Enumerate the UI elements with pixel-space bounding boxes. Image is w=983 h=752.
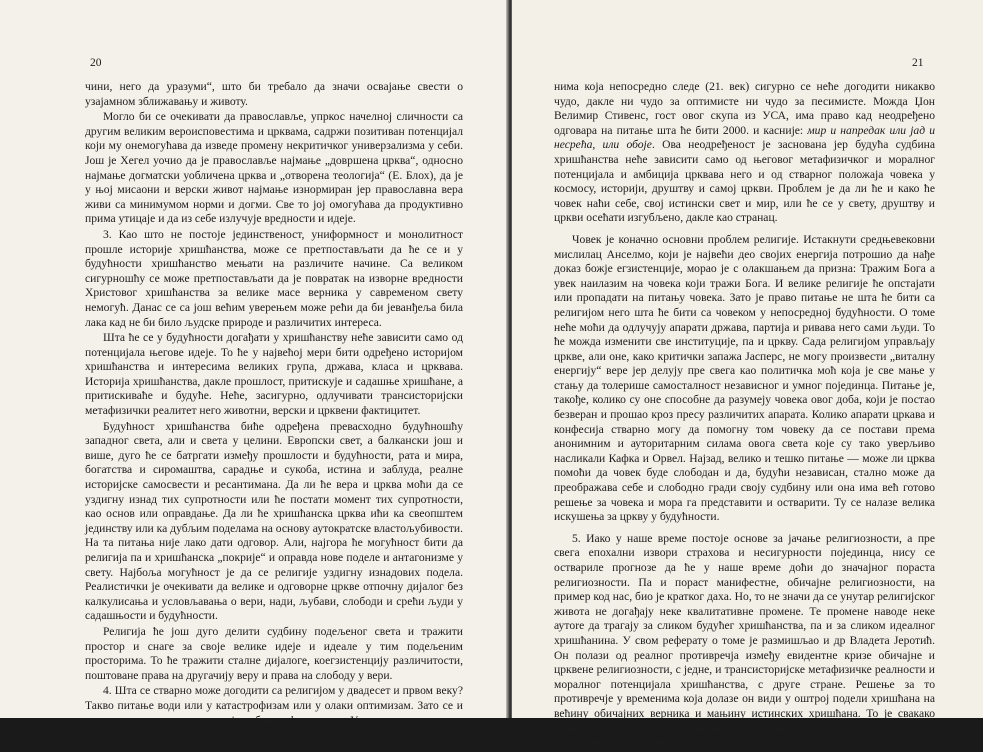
paragraph: чини, него да уразуми“, што би требало да значи освајање свести о узајамном зближавању и животу. [85,80,463,108]
paragraph: Човек је коначно основни проблем религије. Истакнути средњевековни мислилац Анселмо, који је највећи део својих енергија потрошио да нађе доказ божје егзистенције, морао је с олакшањем да призна: Тражим Бога а увек наилазим на човека који тражи Бога. И велике религије ће опстајати или пропадати на питању човека. Зато је право питање не шта ће бити са религијом него шта ће бити са човеком у непосредној будућности. О томе неће моћи да одлучују апарати држава, партија и ривава него сами људи. То ће можда изменити све институције, па и цркву. Сада религијом управљају цркве, али оне, како критички запажа Јаспeрс, не могу произвести „виталну енергију“ вере јер делују пре свега као политичка моћ која је све мање у стању да толерише самосталност независног и умног појединца. Питање је, такође, колико су оне способне да разумеју човека овог доба, који је постао безверан и прошао кроз пресу различитих апарата. Колико апарати цркава и конфесија стварно могу да помогну том човеку да се постави према анонимним и ауторитарним силама овога света које су тако уверљиво насликали Кафка и Орвел. Најзад, велико и тешко питање — може ли црква помоћи да човек буде слободан и да, будући независан, стално може да преображава себе и слободно гради своју судбину или она има већ готово решење за човека и мора га представити и остварити. Ту се налазе велика искушења за цркву у будућности. [554,232,935,524]
left-page-text [85,80,463,729]
paragraph: 5. Иако у наше време постоје основе за јачање религиозности, а пре свега епохални извори страхова и несигурности појединца, нису се оствариле прогнозе да ће у наше време доћи до значајног пораста религиозности. Па и пораст манифестне, обичајне религиозности, на пример код нас, био је кратког даха. Но, то не значи да се унутар религијског живота не догађају неке квалитативне промене. Те промене наводе неке аутore да трагају за сликом будућег хришћанства, па и за сликом идеалног хришћанина. У свом реферату о томе је размишљао и др Владета Јеротић. Он полази од реалног противречја између евидентне кризе обичајне и црквене религиозности, с једне, и трансисторијске метафизичке реалности и моралног потенцијала хришћанства, с друге стране. Решење за то противречје у временима која долазе он види у оштрој подели хришћана на већину обичајних верника и мањину истинских хришћана. То је свакако занимљива идеја иако наводи на многа питања: шта су ти ретки истински хришћани, ком типу верника из прошлости највише сличе, [554,531,935,750]
paragraph: Могло би се очекивати да православље, упркос начелној сличности са другим великим вероисповестима и црквама, садржи позитиван потенцијал који му онемогућава да изведе промену некритичког универзализма у себи. Још је Хегел уочио да је православље најмање „довршена црква“, односно најмање догматски уобличена црква и „отворена теологија“ (Е. Блох), да је у њој мисаони и верски живот најмање изнормиран јер православна вера живи са минимумом норми и догми. Све то јој омогућава да продуктивно прима утицаје и да из себе излучује вредности и идеје. [85,110,463,226]
right-page-text [554,80,935,752]
paragraph: Будућност хришћанства биће одређена превасходно будућношћу западног света, али и света у целини. Европски свет, а балкански још и више, дуго ће се батргати између прошлости и будућности, рата и мира, богатства и сиромаштва, сарадње и сукоба, истина и заблуда, реалне историјске самосвести и ресантимана. Да ли ће вера и црква моћи да се уздигну изнад тих супротности или ће постати момент тих супротности, као основ или оправдање. Да ли ће хришћанска црква ићи ка свеопштем јединству или ка дубљим поделама на основу аутократске властољубивости. На та питања није лако дати одговор. Али, најгора ће могућност бити да религија па и хришћанска „покрије“ и оправда нове поделе и антагонизме у свету. Најбоља могућност је да се религије уздигну изнадових подела. Реалистички је очекивати да велике и одговорне цркве отпочну дијалог без калкулисања и условљавања о вери, нади, љубави, слободи и срећи људи у садашњости и будућности. [85,419,463,623]
paragraph: 4. Шта се стварно може догодити са религијом у двадесет и првом веку? Такво питање води или у катастрофизам или у олаки оптимизам. Зато се и само питање и одговори морају дубље рефлектовати. У време- [85,684,463,727]
page-number-left: 20 [90,57,102,69]
right-page [512,0,983,750]
paragraph: Религија ће још дуго делити судбину подељеног света и тражити простор и снаге за своје велике идеје и идеале у тим подељеним просторима. То ће тражити сталне дијалоге, коегзистенцију различитости, поштоване права на другачију веру и права на слободу у вери. [85,624,463,682]
paragraph: 3. Као што не постоје јединственост, униформност и монолитност прошле историје хришћанства, може се претпостављати да ће се и у будућности хришћанство мењати на различите начине. Са великом сигурношћу се може претпостављати да је повратак на изворне вредности Христовог хришћанства за велике масе верника у савременом свету немогућ. Данас се са још већим уверењем може рећи да би јеванђеља била лака кад не би било људске природе и различитих интереса. [85,227,463,329]
left-page [0,0,508,727]
paragraph: Шта ће се у будућности догађати у хришћанству неће зависити само од потенцијала његове идеје. То ће у највећој мери бити одређено историјом хришћанства и интересима великих група, држава, класа и црквава. Историја хришћанства, дакле прошлост, притискује и садашње хришћане, а притискиваће и будуће. Неће, засигурно, одлучивати трансисторијски метафизички реалитет него животни, верски и црквени фактицитет. [85,331,463,418]
italic-quote: мир и напредак или јад и несрећа, или обоје [554,123,935,152]
page-number-right: 21 [912,57,924,69]
paragraph-text: . Ова неодређеност је заснована јер будућа судбина хришћанства неће зависити само од његовог метафизичког и моралног потенцијала и амбиција црквава него и од стварног положаја човека у космосу, историји, друштву и самој цркви. Проблем је да ли ће и како ће човек наћи себе, свој истински свет и мир, или ће се у свету, друштву и цркви осећати изгубљено, дакле као странац. [554,138,935,225]
paragraph [554,80,935,226]
paragraph-text: нима која непосредно следе (21. век) сигурно се неће догодити никакво чудо, дакле ни чудо за оптимисте ни чудо за песимисте. Можда Џон Велимир Стивенс, гост овог скупа из УСА, има право кад неодређено одговара на питање шта ће бити 2000. и касније: [554,80,935,137]
